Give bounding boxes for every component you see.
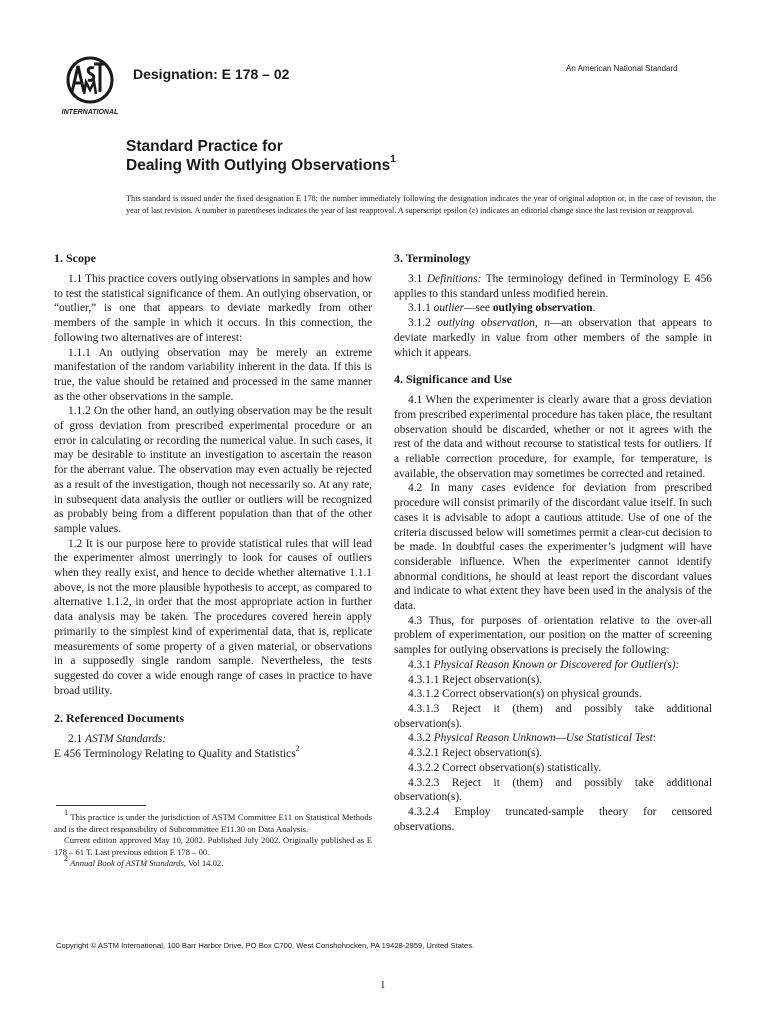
designation: Designation: E 178 – 02 bbox=[133, 66, 290, 82]
paragraph-4-3-2-2: 4.3.2.2 Correct observation(s) statistically. bbox=[408, 761, 602, 774]
section-heading-significance: 4. Significance and Use bbox=[394, 372, 513, 387]
paragraph-4-3: 4.3 Thus, for purposes of orientation relative to the over-all problem of experimentation, our position on the matter of screening samples for outlying observations is precisely the following: bbox=[394, 614, 712, 657]
title-footnote-mark: 1 bbox=[390, 153, 396, 165]
document-title bbox=[126, 137, 396, 175]
paragraph-2-1 bbox=[54, 732, 372, 747]
paragraph-4-2: 4.2 In many cases evidence for deviation from prescribed procedure will consist primarily of the discordant value itself. In such cases it is advisable to adopt a cautious attitude. Use of one of the criteria discussed below will sometimes permit a clear-cut decision to be made. In doubtful cases the experimenter’s judgment will have considerable influence. When the experimenter cannot identify abnormal conditions, he should at least report the discordant values and indicate to what extent they have been used in the analysis of the data. bbox=[394, 482, 712, 613]
footnote-1-text: This practice is under the jurisdiction of ASTM Committee E11 on Statistical Methods and is the direct responsibility of Subcommittee E11.30 on Data Analysis. bbox=[54, 812, 372, 834]
paragraph-4-1: 4.1 When the experimenter is clearly aware that a gross deviation from prescribed experimental procedure has taken place, the resultant observation should be discarded, whether or not it agrees with the rest of the data and without recourse to statistical tests for outliers. If a reliable correction procedure, for example, for temperature, is available, the observation may sometimes be corrected and retained. bbox=[394, 394, 712, 480]
section-heading-scope: 1. Scope bbox=[54, 251, 96, 265]
copyright-notice: Copyright © ASTM International, 100 Barr Harbor Drive, PO Box C700, West Conshohocken, PA 19428-2959, United States. bbox=[56, 941, 475, 950]
paragraph-3-1-text: The terminology defined in Terminology E 456 applies to this standard unless modified herein. bbox=[394, 273, 712, 300]
title-line-2 bbox=[126, 153, 396, 175]
logo-sub-text: INTERNATIONAL bbox=[61, 109, 119, 116]
paragraph-3-1-num: 3.1 bbox=[408, 273, 423, 285]
national-standard-label: An American National Standard bbox=[566, 64, 678, 73]
paragraph-4-3-1-label: Physical Reason Known or Discovered for Outlier(s): bbox=[433, 658, 680, 671]
footnote-1-b: Current edition approved May 10, 2002. Published July 2002. Originally published as E 178 – 61 T. Last previous edition E 178 – 00. bbox=[54, 835, 372, 857]
footnote-divider bbox=[56, 805, 146, 806]
paragraph-3-1-1-ref: outlying observation bbox=[492, 302, 593, 315]
paragraph-1-1-2: 1.1.2 On the other hand, an outlying observation may be the result of gross deviation from prescribed experimental procedure or an error in calculating or recording the numerical value. In such cases, it may be desirable to institute an investigation to ascertain the reason for the aberrant value. The observation may even actually be rejected as a result of the investigation, though not necessarily so. At any rate, in subsequent data analysis the outlier or outliers will be recognized as probably being from a different population than that of the other sample values. bbox=[54, 405, 372, 535]
footnote-2-rest: , Vol 14.02. bbox=[183, 858, 224, 868]
paragraph-4-3-1-3: 4.3.1.3 Reject it (them) and possibly take additional observation(s). bbox=[394, 702, 712, 730]
paragraph-3-1-1-see: —see bbox=[464, 302, 490, 315]
reference-e456-text: E 456 Terminology Relating to Quality and Statistics bbox=[54, 748, 296, 761]
paragraph-2-1-num: 2.1 bbox=[68, 733, 83, 746]
paragraph-3-1-label: Definitions: bbox=[426, 273, 482, 285]
section-heading-terminology: 3. Terminology bbox=[394, 251, 471, 265]
reference-e456 bbox=[54, 744, 372, 762]
paragraph-3-1 bbox=[394, 272, 712, 301]
paragraph-3-1-1: 3.1.1 outlier—see outlying observation. bbox=[408, 302, 596, 315]
paragraph-4-3-2-4: 4.3.2.4 Employ truncated-sample theory for censored observations. bbox=[394, 805, 712, 833]
paragraph-4-3-2-colon: : bbox=[652, 732, 656, 745]
paragraph-4-3-2-3: 4.3.2.3 Reject it (them) and possibly take additional observation(s). bbox=[394, 776, 712, 804]
paragraph-4-3-1-1: 4.3.1.1 Reject observation(s). bbox=[408, 673, 543, 686]
footnote-1 bbox=[54, 808, 372, 835]
issued-note: This standard is issued under the fixed designation E 178; the number immediately following the designation indicates the year of original adoption or, in the case of revision, the year of last revision. A number in parentheses indicates the year of last reapproval. A superscript epsilon (ε) indicates an editorial change since the last revision or reapproval. bbox=[126, 194, 716, 215]
astm-logo bbox=[58, 52, 122, 116]
paragraph-4-3-2-num: 4.3.2 bbox=[408, 732, 431, 745]
paragraph-3-1-2-num: 3.1.2 bbox=[408, 317, 431, 330]
paragraph-4-3-2 bbox=[394, 731, 712, 746]
paragraph-3-1-2-text: —an observation that appears to deviate markedly in value from other members of the sample in which it appears. bbox=[394, 317, 712, 359]
astm-logo-icon bbox=[58, 52, 122, 116]
section-heading-referenced-documents: 2. Referenced Documents bbox=[54, 711, 185, 726]
footnote-2-mark: 2 bbox=[64, 854, 68, 864]
paragraph-3-1-1-num: 3.1.1 bbox=[408, 302, 431, 315]
page-number: 1 bbox=[380, 979, 386, 991]
reference-e456-mark: 2 bbox=[295, 744, 300, 754]
footnote-2 bbox=[54, 854, 372, 870]
left-column bbox=[54, 251, 372, 762]
paragraph-4-3-1-2: 4.3.1.2 Correct observation(s) on physical grounds. bbox=[408, 688, 642, 701]
paragraph-1-1: 1.1 This practice covers outlying observations in samples and how to test the statistical significance of them. An outlying observation, or “outlier,” is one that appears to deviate markedly from other members of the sample in which it occurs. In this connection, the following two alternatives are of interest: bbox=[54, 273, 372, 344]
footnote-2-label: Annual Book of ASTM Standards bbox=[70, 858, 184, 868]
paragraph-1-1-1: 1.1.1 An outlying observation may be merely an extreme manifestation of the random variability inherent in the data. If this is true, the value should be retained and processed in the same manner as the other observations in the sample. bbox=[54, 346, 372, 403]
footnote-1-mark: 1 bbox=[64, 808, 68, 818]
paragraph-1-2: 1.2 It is our purpose here to provide statistical rules that will lead the experimenter almost unerringly to look for causes of outliers when they really exist, and hence to decide whether alternative 1.1.1 above, is not the more plausible hypothesis to accept, as compared to alternative 1.1.2, in order that the most appropriate action in further data analysis may be taken. The procedures covered herein apply primarily to the simplest kind of experimental data, that is, replicate measurements of some property of a given material, or observations in a supposedly single random sample. Nevertheless, the tests suggested do cover a wide enough range of cases in practice to have broad utility. bbox=[54, 537, 372, 697]
paragraph-3-1-2-term: outlying observation, n bbox=[437, 317, 550, 330]
paragraph-4-3-2-1: 4.3.2.1 Reject observation(s). bbox=[408, 747, 543, 760]
paragraph-2-1-label: ASTM Standards: bbox=[85, 733, 167, 746]
paragraph-4-3-1-num: 4.3.1 bbox=[408, 658, 431, 671]
footnotes bbox=[54, 808, 372, 870]
paragraph-3-1-1-term: outlier bbox=[433, 302, 465, 315]
paragraph-3-1-2 bbox=[394, 316, 712, 360]
title-line-1: Standard Practice for bbox=[126, 138, 283, 155]
right-column bbox=[394, 251, 712, 834]
paragraph-4-3-1 bbox=[394, 658, 712, 673]
title-line-2-text: Dealing With Outlying Observations bbox=[126, 157, 391, 174]
paragraph-4-3-2-label: Physical Reason Unknown—Use Statistical Test bbox=[433, 732, 653, 745]
